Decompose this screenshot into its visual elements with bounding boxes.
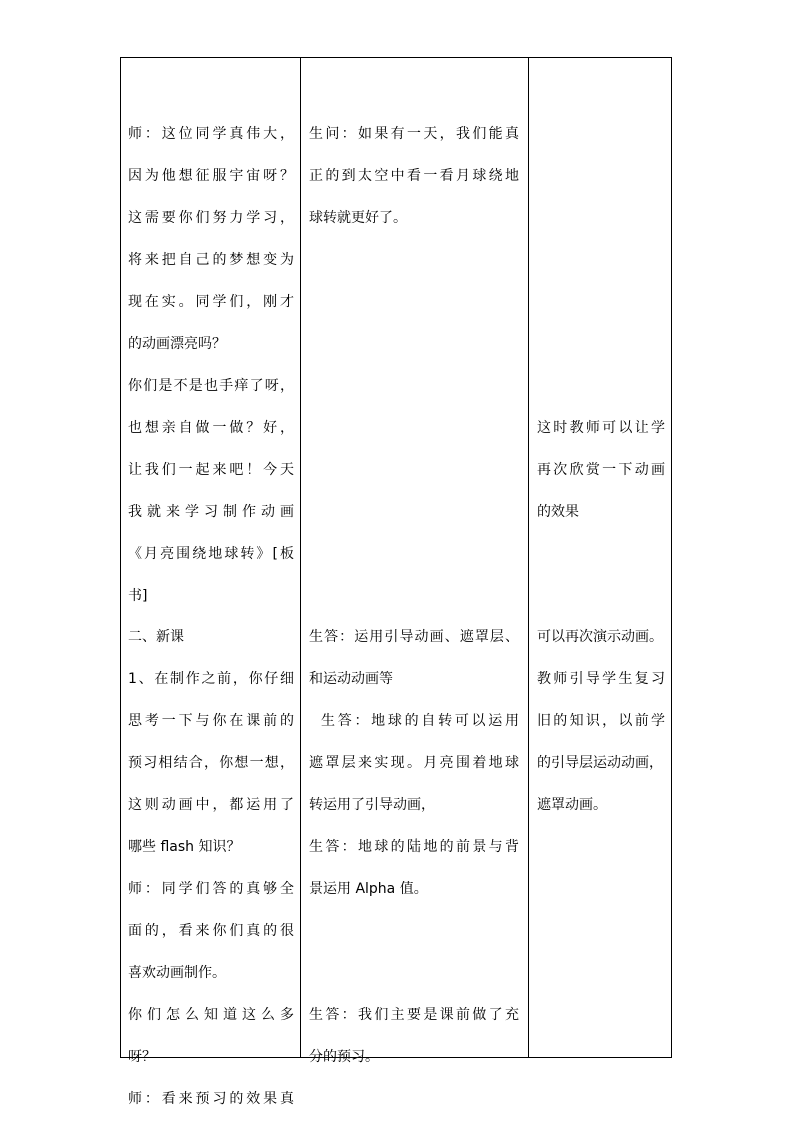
- student-line: 生答：运用引导动画、遮罩层、: [309, 629, 519, 645]
- note-line: 旧的知识，以前学: [537, 713, 665, 729]
- student-line: 正的到太空中看一看月球绕地: [309, 168, 519, 184]
- teacher-activity-column: [121, 58, 301, 1107]
- note-line: 遮罩动画。: [537, 797, 607, 813]
- teacher-line: 哪些 flash 知识？: [128, 839, 241, 855]
- teacher-line: 现在实。同学们，刚才: [128, 294, 294, 310]
- teacher-line: 也想亲自做一做？好，: [128, 420, 294, 436]
- teacher-line: 师：这位同学真伟大，: [128, 126, 294, 142]
- teacher-line: 你们是不是也手痒了呀，: [128, 378, 294, 394]
- note-line: 可以再次演示动画。: [537, 629, 663, 645]
- teacher-line: 思考一下与你在课前的: [128, 713, 294, 729]
- student-line: 转运用了引导动画，: [309, 797, 435, 813]
- teacher-line: 1、在制作之前，你仔细: [128, 671, 294, 687]
- note-line: 再次欣赏一下动画: [537, 462, 665, 478]
- teacher-line: 这则动画中，都运用了: [128, 797, 294, 813]
- teacher-line: 这需要你们努力学习，: [128, 210, 294, 226]
- note-line: 的引导层运动动画，: [537, 755, 663, 771]
- student-activity-column: [301, 58, 529, 1065]
- teacher-line: 让我们一起来吧！今天: [128, 462, 294, 478]
- design-notes-column: [529, 58, 671, 1057]
- teacher-line: 呀？: [128, 1049, 156, 1065]
- teacher-line: 书]: [128, 588, 148, 604]
- student-line: 和运动动画等: [309, 671, 393, 687]
- student-line: 生答：地球的自转可以运用: [321, 713, 519, 729]
- student-line: 分的预习。: [309, 1049, 379, 1065]
- teacher-line: 我就来学习制作动画: [128, 504, 294, 520]
- teacher-line: 的动画漂亮吗？: [128, 336, 226, 352]
- student-line: 生答：我们主要是课前做了充: [309, 1007, 519, 1023]
- note-line: 这时教师可以让学: [537, 420, 665, 436]
- teacher-line: 预习相结合，你想一想，: [128, 755, 294, 771]
- student-line: 球转就更好了。: [309, 210, 407, 226]
- teacher-line: 师：看来预习的效果真: [128, 1091, 294, 1107]
- teacher-line: 因为他想征服宇宙呀？: [128, 168, 294, 184]
- student-line: 景运用 Alpha 值。: [309, 881, 428, 897]
- teacher-line: 你们怎么知道这么多: [128, 1007, 294, 1023]
- teacher-line: 喜欢动画制作。: [128, 965, 226, 981]
- student-line: 遮罩层来实现。月亮围着地球: [309, 755, 519, 771]
- section-heading-new-lesson: 二、新课: [128, 629, 184, 645]
- lesson-plan-table: [120, 57, 672, 1107]
- student-line: 生答：地球的陆地的前景与背: [309, 839, 519, 855]
- teacher-line: 《月亮围绕地球转》[板: [128, 546, 294, 562]
- note-line: 教师引导学生复习: [537, 671, 665, 687]
- teacher-line: 面的，看来你们真的很: [128, 923, 294, 939]
- teacher-line: 师：同学们答的真够全: [128, 881, 294, 897]
- student-line: 生问：如果有一天，我们能真: [309, 126, 519, 142]
- teacher-line: 将来把自己的梦想变为: [128, 252, 294, 268]
- note-line: 的效果: [537, 504, 579, 520]
